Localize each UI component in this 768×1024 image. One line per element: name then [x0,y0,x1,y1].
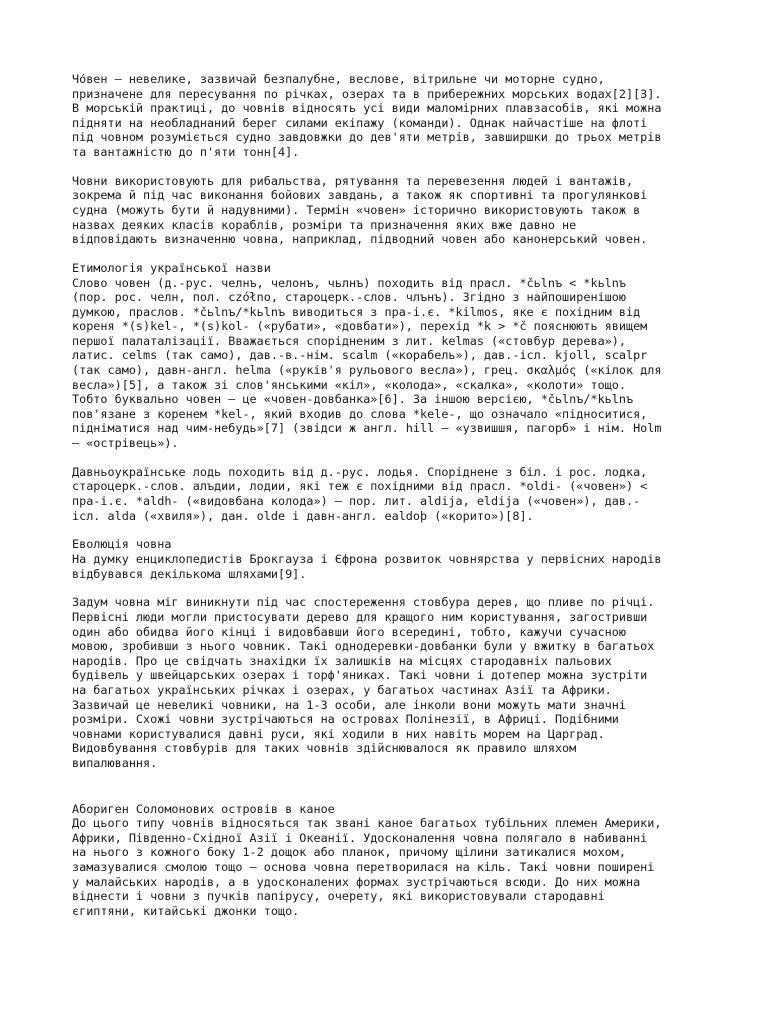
spacer [72,785,712,802]
text-line: замазувалися смолою тощо — основа човна перетворилася на кіль. Такі човни поширені [72,860,655,875]
text-line: на нього з кожного боку 1-2 дощок або планок, причому щілини затикалися мохом, [72,845,626,860]
text-line: під човном розуміється судно завдовжки до дев'яти метрів, завширшки до трьох метрів [72,130,662,145]
section-etymology [72,261,712,451]
text-line: човнами користувалися давні руси, які ходили в них навіть морем на Царград. [72,726,605,741]
text-line: Видовбування стовбурів для таких човнів здійснювалося як правило шляхом [72,741,577,756]
text-line: відбувався декількома шляхами[9]. [72,566,307,581]
section-heading: Абориген Соломонових островів в каное [72,801,335,816]
section-canoe [72,802,712,919]
text-line: (так само), давн-англ. helma («руків'я рульового весла»), грец. σκαλμός («кілок для [72,363,662,378]
text-line: До цього типу човнів відносяться так звані каное багатьох тубільних племен Америки, [72,816,662,831]
section-heading: Етимологія української назви [72,260,271,275]
text-line: народів. Про це свідчать знахідки їх залишків на місцях стародавніх пальових [72,653,612,668]
text-line: ісл. alda («хвиля»), дан. olde і давн-англ. ealdoþ («корито»)[8]. [72,508,534,523]
text-line: на багатьох українських річках і озерах, у багатьох частинах Азії та Африки. [72,682,612,697]
paragraph-idea [72,595,712,770]
text-line: першої палаталізації. Вважається спорідненим з лит. kelmas («стовбур дерева»), [72,333,626,348]
text-line: випалювання. [72,755,158,770]
text-line: Чо́вен — невелике, зазвичай безпалубне, веслове, вітрильне чи моторне судно, [72,72,605,86]
text-line: — «острівець»). [72,436,179,451]
text-line: єгиптяни, китайські джонки тощо. [72,903,300,918]
text-line: та вантажністю до п'яти тонн[4]. [72,144,300,159]
text-line: віднести і човни з пучків папірусу, очерету, які використовували стародавні [72,889,605,904]
paragraph-intro [72,72,712,160]
text-line: пов'язане з коренем *kel-, який входив до слова *kele-, що означало «підноситися, [72,406,648,421]
text-line: (пор. рос. челн, пол. czółno, староцерк.-слов. члънъ). Згідно з найпоширенішою [72,290,626,305]
text-line: староцерк.-слов. алъдии, лодии, які теж є похідними від прасл. *oldi- («човен») < [72,479,648,494]
text-line: Зазвичай це невеликі човники, на 1-3 особи, але інколи вони можуть мати значні [72,697,626,712]
text-line: Човни використовують для рибальства, рятування та перевезення людей і вантажів, [72,173,634,188]
text-line: підняти на необладнаний берег силами екіпажу (команди). Однак найчастіше на флоті [72,115,648,130]
text-line: Задум човна міг виникнути під час спостереження стовбура дерев, що пливе по річці. [72,595,655,610]
text-line: у малайських народів, а в удосконалених формах зустрічаються всюди. До них можна [72,874,641,889]
text-line: назвах деяких класів кораблів, розміри та призначення яких вже давно не [72,217,577,232]
text-line: мовою, зробивши з нього човник. Такі однодеревки-довбанки були у вжитку в багатьох [72,639,655,654]
paragraph-lod [72,465,712,523]
text-line: один або обидва його кінці і видовбавши його всередині, тобто, кажучи сучасною [72,624,626,639]
text-line: Давньоукраїнське лодь походить від д.-рус. лодья. Споріднене з біл. і рос. лодка, [72,464,648,479]
text-line: латис. celms (так само), дав.-в.-нім. scalm («корабель»), дав.-ісл. kjoll, scalpr [72,348,648,363]
text-line: кореня *(s)kel-, *(s)kol- («рубати», «довбати»), перехід *k > *č пояснюють явищем [72,319,648,334]
text-line: пра-і.є. *aldh- («видовбана колода») — пор. лит. aldija, eldija («човен»), дав.- [72,494,641,508]
section-evolution [72,537,712,581]
text-line: підніматися над чим-небудь»[7] (звідси ж англ. hill — «узвишшя, пагорб» і нім. Holm [72,421,662,436]
text-line: відповідають визначенню човна, наприклад, підводний човен або канонерський човен. [72,232,648,247]
text-line: розміри. Схожі човни зустрічаються на островах Полінезії, в Африці. Подібними [72,712,619,727]
text-line: В морській практиці, до човнів відносять усі види маломірних плавзасобів, які можна [72,101,662,116]
text-line: весла»)[5], а також зі слов'янськими «кіл», «колода», «скалка», «колоти» тощо. [72,377,626,392]
text-line: Слово човен (д.-рус. челнъ, челонъ, чьлнъ) походить від прасл. *čьlnъ < *kьlnъ [72,275,626,290]
text-line: зокрема й під час виконання бойових завдань, а також як спортивні та прогулянкові [72,188,648,203]
text-line: будівель у швейцарських озерах і торф'яниках. Такі човни і дотепер можна зустріти [72,668,648,683]
text-line: призначене для пересування по річках, озерах та в прибережних морських водах[2][3]. [72,86,662,101]
text-line: думкою, праслов. *čьlnъ/*kьlnъ виводиться з пра-і.є. *kilmos, яке є похідним від [72,304,641,319]
document-page [72,72,712,933]
text-line: судна (можуть бути й надувними). Термін «човен» історично використовують також в [72,202,641,217]
text-line: Тобто буквально човен — це «човен-довбанка»[6]. За іншою версією, *čьlnъ/*kьlnъ [72,392,634,407]
paragraph-usage [72,174,712,247]
text-line: Африки, Південно-Східної Азії і Океанії. Удосконалення човна полягало в набиванні [72,830,648,845]
section-heading: Еволюція човна [72,537,172,552]
text-line: На думку енциклопедистів Брокгауза і Єфрона розвиток човнярства у первісних народів [72,551,662,566]
text-line: Первісні люди могли пристосувати дерево для кращого ним користування, загостривши [72,609,648,624]
